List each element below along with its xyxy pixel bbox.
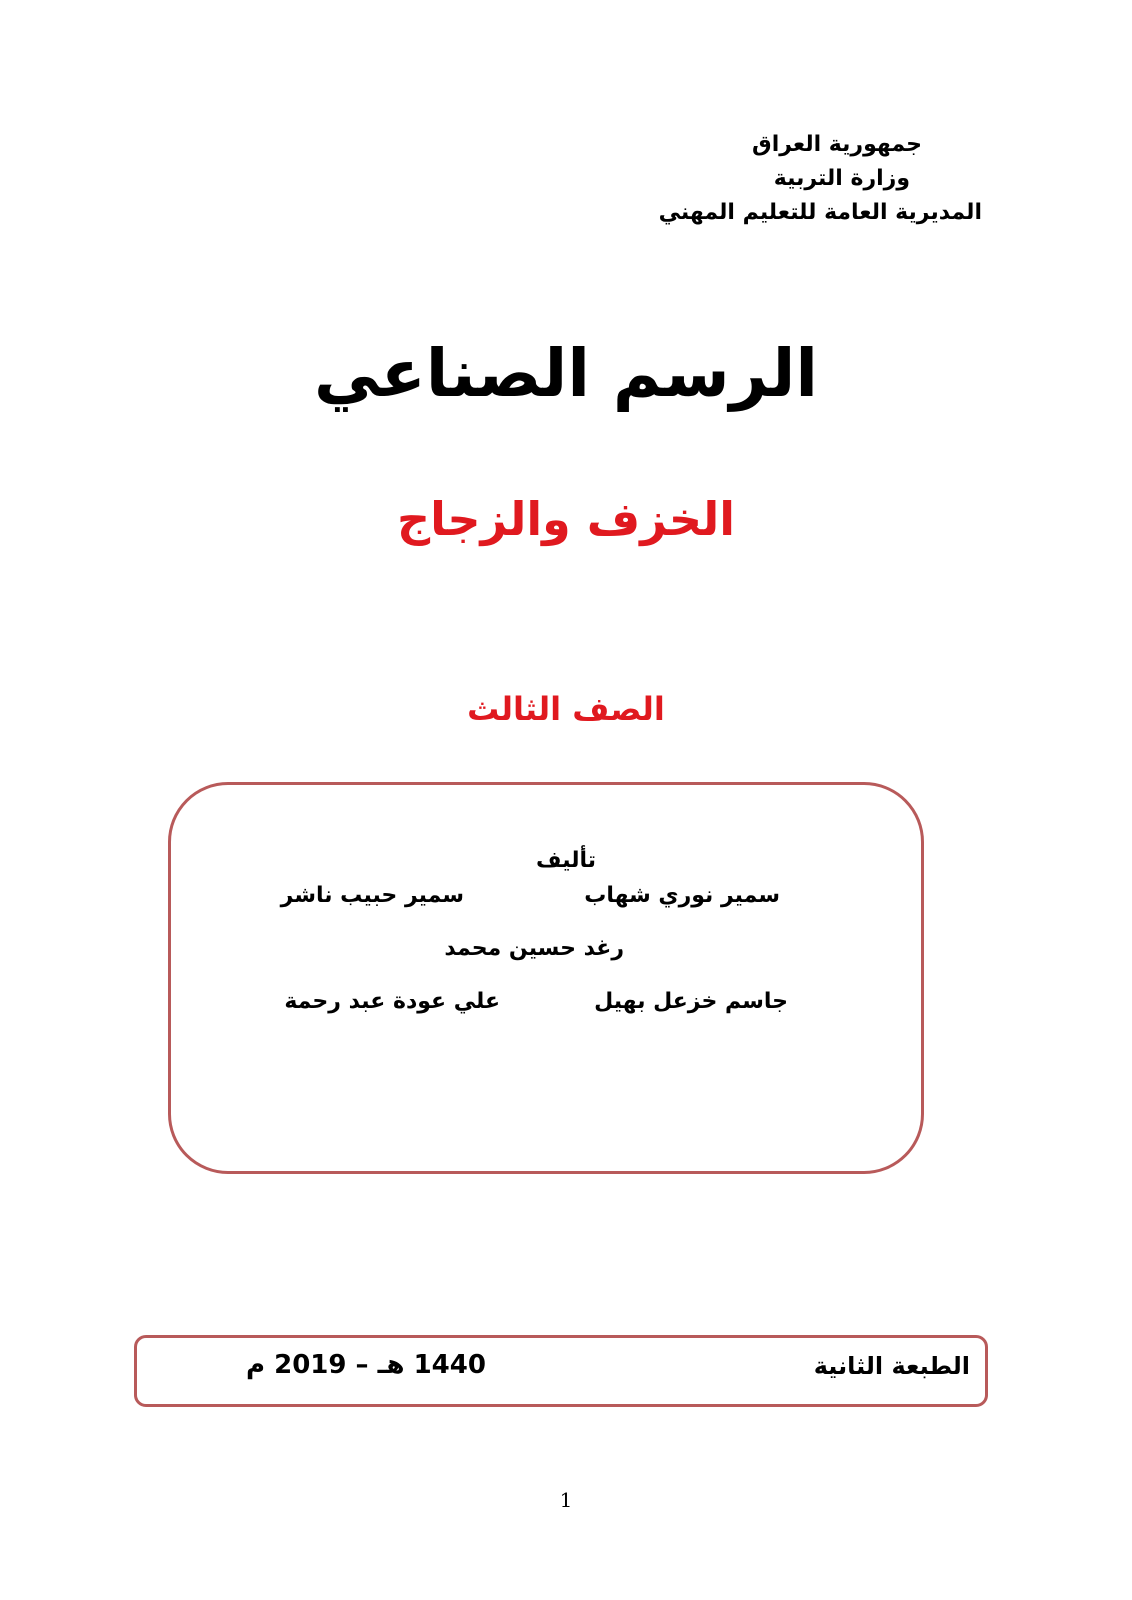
author-name: علي عودة عبد رحمة [284, 989, 500, 1014]
author-name: سمير نوري شهاب [584, 883, 780, 908]
author-name: رغد حسين محمد [444, 936, 624, 961]
header-country: جمهورية العراق [752, 132, 922, 157]
authors-heading: تأليف [536, 848, 596, 873]
author-name: سمير حبيب ناشر [280, 883, 464, 908]
edition-label: الطبعة الثانية [813, 1352, 970, 1380]
authors-box [168, 782, 924, 1174]
page-number: 1 [559, 1488, 573, 1512]
header-directorate: المديرية العامة للتعليم المهني [658, 200, 982, 225]
header-ministry: وزارة التربية [773, 166, 910, 191]
book-subtitle: الخزف والزجاج [396, 492, 736, 546]
header-block [582, 128, 982, 230]
grade-label: الصف الثالث [467, 690, 665, 728]
edition-year: 1440 هـ – 2019 م [246, 1350, 486, 1380]
book-title: الرسم الصناعي [313, 335, 819, 412]
author-name: جاسم خزعل بهيل [594, 989, 788, 1014]
